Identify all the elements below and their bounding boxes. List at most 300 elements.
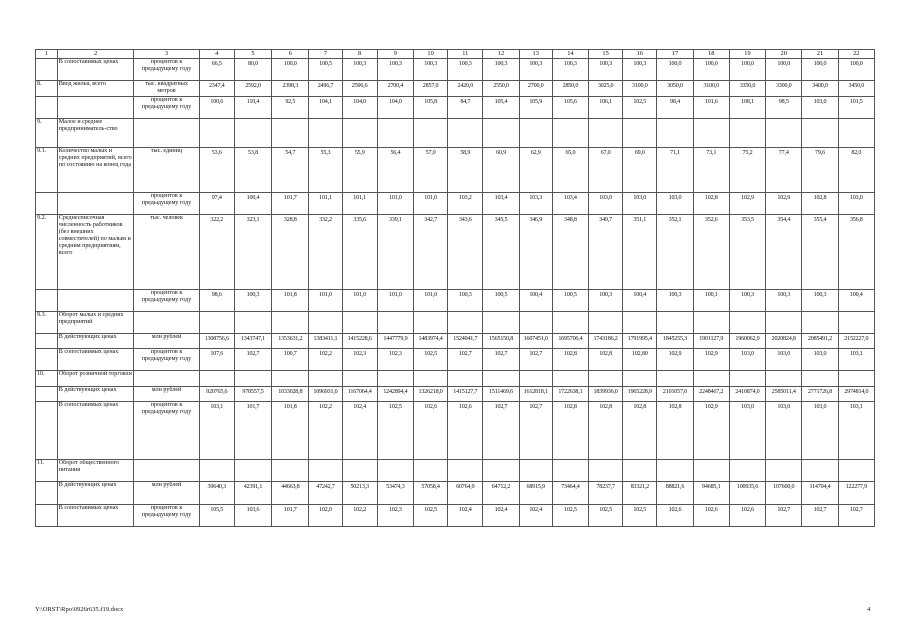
value-cell: 100,0 (802, 59, 838, 81)
value-cell: 101,0 (342, 290, 377, 312)
header-cell: 12 (483, 50, 519, 59)
value-cell: 53,6 (199, 148, 234, 193)
value-cell (838, 371, 874, 387)
value-cell: 57058,4 (414, 482, 448, 505)
value-cell: 1612818,1 (519, 387, 552, 402)
value-cell (377, 119, 413, 148)
value-cell (483, 460, 519, 482)
value-cell: 102,6 (693, 505, 729, 527)
indicator-name: Оборот розничной торговли (57, 371, 134, 387)
value-cell: 1483974,4 (414, 334, 448, 349)
value-cell: 53,8 (234, 148, 271, 193)
value-cell: 88821,6 (657, 482, 693, 505)
value-cell: 101,6 (693, 97, 729, 119)
value-cell: 102,5 (623, 97, 657, 119)
table-row (36, 349, 875, 371)
value-cell: 103,0 (802, 349, 838, 371)
value-cell (234, 460, 271, 482)
value-cell: 2020824,8 (766, 334, 802, 349)
unit-cell (134, 312, 199, 334)
value-cell (414, 460, 448, 482)
value-cell: 1565150,8 (483, 334, 519, 349)
value-cell: 64712,2 (483, 482, 519, 505)
value-cell: 3025,0 (589, 81, 623, 97)
row-number (36, 97, 58, 119)
value-cell: 345,5 (483, 215, 519, 290)
value-cell: 100,7 (272, 349, 309, 371)
value-cell (234, 312, 271, 334)
value-cell (729, 312, 765, 334)
header-cell: 9 (377, 50, 413, 59)
value-cell: 102,3 (377, 349, 413, 371)
unit-cell: тыс. единиц (134, 148, 199, 193)
value-cell: 2347,4 (199, 81, 234, 97)
value-cell: 3100,0 (693, 81, 729, 97)
value-cell: 102,5 (552, 505, 588, 527)
value-cell (414, 312, 448, 334)
value-cell (377, 312, 413, 334)
table-row (36, 97, 875, 119)
value-cell: 102,2 (309, 402, 342, 460)
value-cell: 104,0 (342, 97, 377, 119)
header-cell: 3 (134, 50, 199, 59)
value-cell (519, 312, 552, 334)
value-cell: 102,8 (589, 349, 623, 371)
value-cell: 100935,6 (729, 482, 765, 505)
row-number (36, 482, 58, 505)
value-cell: 100,3 (448, 59, 483, 81)
value-cell: 100,5 (552, 290, 588, 312)
value-cell: 2420,0 (448, 81, 483, 97)
value-cell: 351,1 (623, 215, 657, 290)
value-cell: 55,9 (342, 148, 377, 193)
value-cell: 102,5 (377, 402, 413, 460)
value-cell (414, 119, 448, 148)
value-cell: 1033028,8 (272, 387, 309, 402)
unit-cell: тыс. человек (134, 215, 199, 290)
value-cell (519, 371, 552, 387)
value-cell: 103,4 (552, 193, 588, 215)
value-cell: 102,9 (693, 402, 729, 460)
value-cell: 102,6 (729, 505, 765, 527)
value-cell: 353,5 (729, 215, 765, 290)
value-cell: 920765,6 (199, 387, 234, 402)
value-cell (729, 371, 765, 387)
value-cell: 1447779,9 (377, 334, 413, 349)
value-cell (766, 119, 802, 148)
value-cell: 1960062,9 (729, 334, 765, 349)
row-number (36, 334, 58, 349)
header-cell: 10 (414, 50, 448, 59)
value-cell: 100,0 (838, 59, 874, 81)
value-cell (342, 312, 377, 334)
value-cell (552, 371, 588, 387)
unit-cell: процентов к предыдущему году (134, 59, 199, 81)
value-cell (448, 371, 483, 387)
value-cell: 356,8 (838, 215, 874, 290)
value-cell: 101,7 (272, 193, 309, 215)
table-body (36, 50, 875, 527)
value-cell: 100,3 (766, 290, 802, 312)
value-cell: 105,6 (552, 97, 588, 119)
value-cell (589, 312, 623, 334)
value-cell (199, 312, 234, 334)
table-row (36, 290, 875, 312)
row-number (36, 193, 58, 215)
value-cell: 1353631,2 (272, 334, 309, 349)
value-cell (589, 460, 623, 482)
value-cell: 2596,6 (342, 81, 377, 97)
value-cell: 102,5 (414, 505, 448, 527)
indicator-name: В действующих ценах (57, 482, 134, 505)
value-cell: 53474,3 (377, 482, 413, 505)
value-cell: 100,3 (234, 290, 271, 312)
value-cell: 1839936,0 (589, 387, 623, 402)
value-cell (309, 119, 342, 148)
value-cell: 100,4 (838, 290, 874, 312)
value-cell: 101,0 (377, 193, 413, 215)
value-cell: 2496,7 (309, 81, 342, 97)
value-cell: 102,8 (693, 193, 729, 215)
unit-cell: процентов к предыдущему году (134, 349, 199, 371)
value-cell: 107600,0 (766, 482, 802, 505)
row-number (36, 505, 58, 527)
header-cell: 5 (234, 50, 271, 59)
row-number (36, 349, 58, 371)
value-cell (519, 460, 552, 482)
value-cell: 1167064,4 (342, 387, 377, 402)
value-cell: 79,6 (802, 148, 838, 193)
value-cell: 114704,4 (802, 482, 838, 505)
value-cell (552, 460, 588, 482)
value-cell: 3300,0 (766, 81, 802, 97)
value-cell: 339,1 (377, 215, 413, 290)
value-cell: 100,5 (483, 290, 519, 312)
value-cell: 102,7 (519, 349, 552, 371)
value-cell: 103,0 (802, 97, 838, 119)
value-cell: 97,4 (199, 193, 234, 215)
table-row (36, 193, 875, 215)
value-cell: 102,9 (729, 193, 765, 215)
value-cell (448, 119, 483, 148)
value-cell (234, 371, 271, 387)
value-cell: 55,3 (309, 148, 342, 193)
value-cell: 100,4 (519, 290, 552, 312)
value-cell: 100,5 (309, 59, 342, 81)
indicator-name: Среднесписочная численность работников (без внешних совместителей) по малым и средним предприятиям, всего (57, 215, 134, 290)
indicator-name (57, 193, 134, 215)
value-cell (623, 119, 657, 148)
value-cell (519, 119, 552, 148)
value-cell: 100,3 (414, 59, 448, 81)
value-cell (623, 371, 657, 387)
row-number: 8. (36, 81, 58, 97)
value-cell: 2398,3 (272, 81, 309, 97)
value-cell (589, 371, 623, 387)
value-cell: 102,9 (766, 193, 802, 215)
value-cell: 102,7 (483, 349, 519, 371)
value-cell: 101,8 (272, 402, 309, 460)
value-cell: 100,3 (657, 290, 693, 312)
value-cell (623, 312, 657, 334)
value-cell: 105,5 (199, 505, 234, 527)
value-cell: 100,3 (448, 290, 483, 312)
indicator-name: Оборот малых и средних предприятий (57, 312, 134, 334)
row-number (36, 290, 58, 312)
value-cell (623, 460, 657, 482)
value-cell: 103,3 (519, 193, 552, 215)
table-row (36, 460, 875, 482)
value-cell: 94685,1 (693, 482, 729, 505)
table-row (36, 387, 875, 402)
value-cell: 101,0 (309, 290, 342, 312)
indicator-name: Малое и среднее предприниматель-ство (57, 119, 134, 148)
header-row (36, 50, 875, 59)
value-cell: 3350,0 (729, 81, 765, 97)
value-cell: 105,4 (483, 97, 519, 119)
value-cell: 102,9 (693, 349, 729, 371)
table-row (36, 148, 875, 193)
value-cell: 1096931,0 (309, 387, 342, 402)
value-cell: 2700,0 (519, 81, 552, 97)
indicator-name: В сопоставимых ценах (57, 505, 134, 527)
value-cell (802, 371, 838, 387)
value-cell: 102,7 (766, 505, 802, 527)
value-cell: 3100,0 (623, 81, 657, 97)
indicator-name: В сопоставимых ценах (57, 59, 134, 81)
table-row (36, 119, 875, 148)
value-cell: 102,4 (483, 505, 519, 527)
value-cell: 103,0 (623, 193, 657, 215)
value-cell: 2592,0 (234, 81, 271, 97)
value-cell: 342,7 (414, 215, 448, 290)
value-cell: 101,0 (414, 290, 448, 312)
value-cell: 100,3 (519, 59, 552, 81)
value-cell (199, 371, 234, 387)
value-cell: 57,0 (414, 148, 448, 193)
value-cell (766, 460, 802, 482)
value-cell: 98,6 (199, 290, 234, 312)
value-cell: 66,5 (199, 59, 234, 81)
value-cell: 82,0 (838, 148, 874, 193)
value-cell: 102,8 (623, 402, 657, 460)
document-sheet (35, 49, 875, 527)
value-cell: 102,3 (377, 505, 413, 527)
value-cell: 100,0 (766, 59, 802, 81)
value-cell: 71,1 (657, 148, 693, 193)
value-cell: 107,6 (199, 349, 234, 371)
value-cell: 92,5 (272, 97, 309, 119)
value-cell (342, 460, 377, 482)
value-cell: 1415127,7 (448, 387, 483, 402)
value-cell: 106,1 (589, 97, 623, 119)
value-cell: 2152227,0 (838, 334, 874, 349)
indicator-name: В действующих ценах (57, 387, 134, 402)
value-cell: 103,0 (802, 402, 838, 460)
value-cell: 352,6 (693, 215, 729, 290)
value-cell: 80,0 (234, 59, 271, 81)
value-cell: 102,6 (414, 402, 448, 460)
value-cell: 355,4 (802, 215, 838, 290)
value-cell: 105,8 (414, 97, 448, 119)
header-cell: 1 (36, 50, 58, 59)
value-cell: 2850,0 (552, 81, 588, 97)
unit-cell (134, 371, 199, 387)
value-cell: 978557,5 (234, 387, 271, 402)
value-cell: 2974814,0 (838, 387, 874, 402)
value-cell: 101,7 (234, 402, 271, 460)
value-cell: 100,3 (552, 59, 588, 81)
value-cell: 103,0 (657, 193, 693, 215)
value-cell (377, 371, 413, 387)
indicator-name: В сопоставимых ценах (57, 349, 134, 371)
value-cell: 100,3 (589, 59, 623, 81)
value-cell: 102,2 (309, 349, 342, 371)
unit-cell: тыс. квадратных метров (134, 81, 199, 97)
table-row (36, 505, 875, 527)
value-cell: 77,4 (766, 148, 802, 193)
value-cell (272, 371, 309, 387)
value-cell: 102,7 (483, 402, 519, 460)
value-cell: 84,7 (448, 97, 483, 119)
value-cell: 110,4 (234, 97, 271, 119)
value-cell: 44663,8 (272, 482, 309, 505)
value-cell: 348,8 (552, 215, 588, 290)
value-cell: 100,3 (802, 290, 838, 312)
header-cell: 15 (589, 50, 623, 59)
indicator-name (57, 290, 134, 312)
value-cell: 100,4 (623, 290, 657, 312)
footer-file-path: Y:\ORST\Rpo\0926r635.f19.docx (35, 606, 124, 613)
value-cell: 83321,2 (623, 482, 657, 505)
value-cell: 103,4 (483, 193, 519, 215)
value-cell: 323,1 (234, 215, 271, 290)
value-cell: 1383411,1 (309, 334, 342, 349)
value-cell: 50213,3 (342, 482, 377, 505)
table-row (36, 215, 875, 290)
value-cell: 2248467,2 (693, 387, 729, 402)
value-cell: 100,4 (234, 193, 271, 215)
value-cell: 101,8 (272, 290, 309, 312)
value-cell (199, 460, 234, 482)
value-cell (272, 119, 309, 148)
value-cell: 2410874,0 (729, 387, 765, 402)
value-cell: 1965228,9 (623, 387, 657, 402)
page-number: 4 (867, 606, 871, 613)
header-cell: 14 (552, 50, 588, 59)
unit-cell: процентов к предыдущему году (134, 402, 199, 460)
value-cell: 101,0 (414, 193, 448, 215)
value-cell: 2550,0 (483, 81, 519, 97)
header-cell: 19 (729, 50, 765, 59)
indicator-name: Количество малых и средних предприятий, всего по состоянию на конец года (57, 148, 134, 193)
value-cell (729, 460, 765, 482)
table-row (36, 402, 875, 460)
value-cell (693, 371, 729, 387)
row-number: 11. (36, 460, 58, 482)
value-cell: 103,1 (199, 402, 234, 460)
indicator-name: Оборот общественного питания (57, 460, 134, 482)
value-cell: 1308756,6 (199, 334, 234, 349)
value-cell (552, 312, 588, 334)
value-cell: 102,9 (657, 349, 693, 371)
value-cell: 1722638,1 (552, 387, 588, 402)
value-cell: 328,8 (272, 215, 309, 290)
value-cell: 65,0 (552, 148, 588, 193)
value-cell: 73464,4 (552, 482, 588, 505)
indicator-name (57, 97, 134, 119)
table-row (36, 482, 875, 505)
value-cell (483, 119, 519, 148)
value-cell: 78237,7 (589, 482, 623, 505)
value-cell: 103,2 (448, 193, 483, 215)
value-cell: 1343747,1 (234, 334, 271, 349)
indicator-name: В сопоставимых ценах (57, 402, 134, 460)
value-cell (838, 312, 874, 334)
value-cell (838, 460, 874, 482)
header-cell: 18 (693, 50, 729, 59)
value-cell: 47242,7 (309, 482, 342, 505)
value-cell: 101,0 (377, 290, 413, 312)
value-cell: 100,0 (657, 59, 693, 81)
value-cell: 1511469,6 (483, 387, 519, 402)
value-cell (234, 119, 271, 148)
row-number: 9.2. (36, 215, 58, 290)
value-cell (377, 460, 413, 482)
header-cell: 13 (519, 50, 552, 59)
value-cell: 102,8 (552, 349, 588, 371)
indicator-name: В действующих ценах (57, 334, 134, 349)
value-cell: 102,5 (623, 505, 657, 527)
value-cell: 103,0 (729, 402, 765, 460)
value-cell: 1791995,4 (623, 334, 657, 349)
header-cell: 6 (272, 50, 309, 59)
value-cell (309, 460, 342, 482)
value-cell: 102,7 (234, 349, 271, 371)
value-cell (657, 460, 693, 482)
header-cell: 7 (309, 50, 342, 59)
unit-cell: процентов к предыдущему году (134, 505, 199, 527)
value-cell: 3050,0 (657, 81, 693, 97)
value-cell: 102,8 (657, 402, 693, 460)
value-cell: 1695706,4 (552, 334, 588, 349)
value-cell (838, 119, 874, 148)
value-cell (342, 119, 377, 148)
value-cell: 102,5 (414, 349, 448, 371)
unit-cell (134, 460, 199, 482)
value-cell (657, 371, 693, 387)
unit-cell: процентов к предыдущему году (134, 193, 199, 215)
value-cell: 68915,9 (519, 482, 552, 505)
value-cell: 322,2 (199, 215, 234, 290)
value-cell (552, 119, 588, 148)
value-cell: 39640,3 (199, 482, 234, 505)
value-cell: 100,3 (623, 59, 657, 81)
value-cell: 349,7 (589, 215, 623, 290)
value-cell (483, 312, 519, 334)
value-cell: 102,3 (342, 349, 377, 371)
value-cell: 1845255,3 (657, 334, 693, 349)
value-cell (483, 371, 519, 387)
value-cell (589, 119, 623, 148)
value-cell: 102,8 (802, 193, 838, 215)
value-cell: 100,0 (729, 59, 765, 81)
forecast-table (35, 49, 875, 527)
value-cell: 343,6 (448, 215, 483, 290)
header-cell: 16 (623, 50, 657, 59)
value-cell: 100,0 (272, 59, 309, 81)
value-cell: 103,0 (838, 193, 874, 215)
